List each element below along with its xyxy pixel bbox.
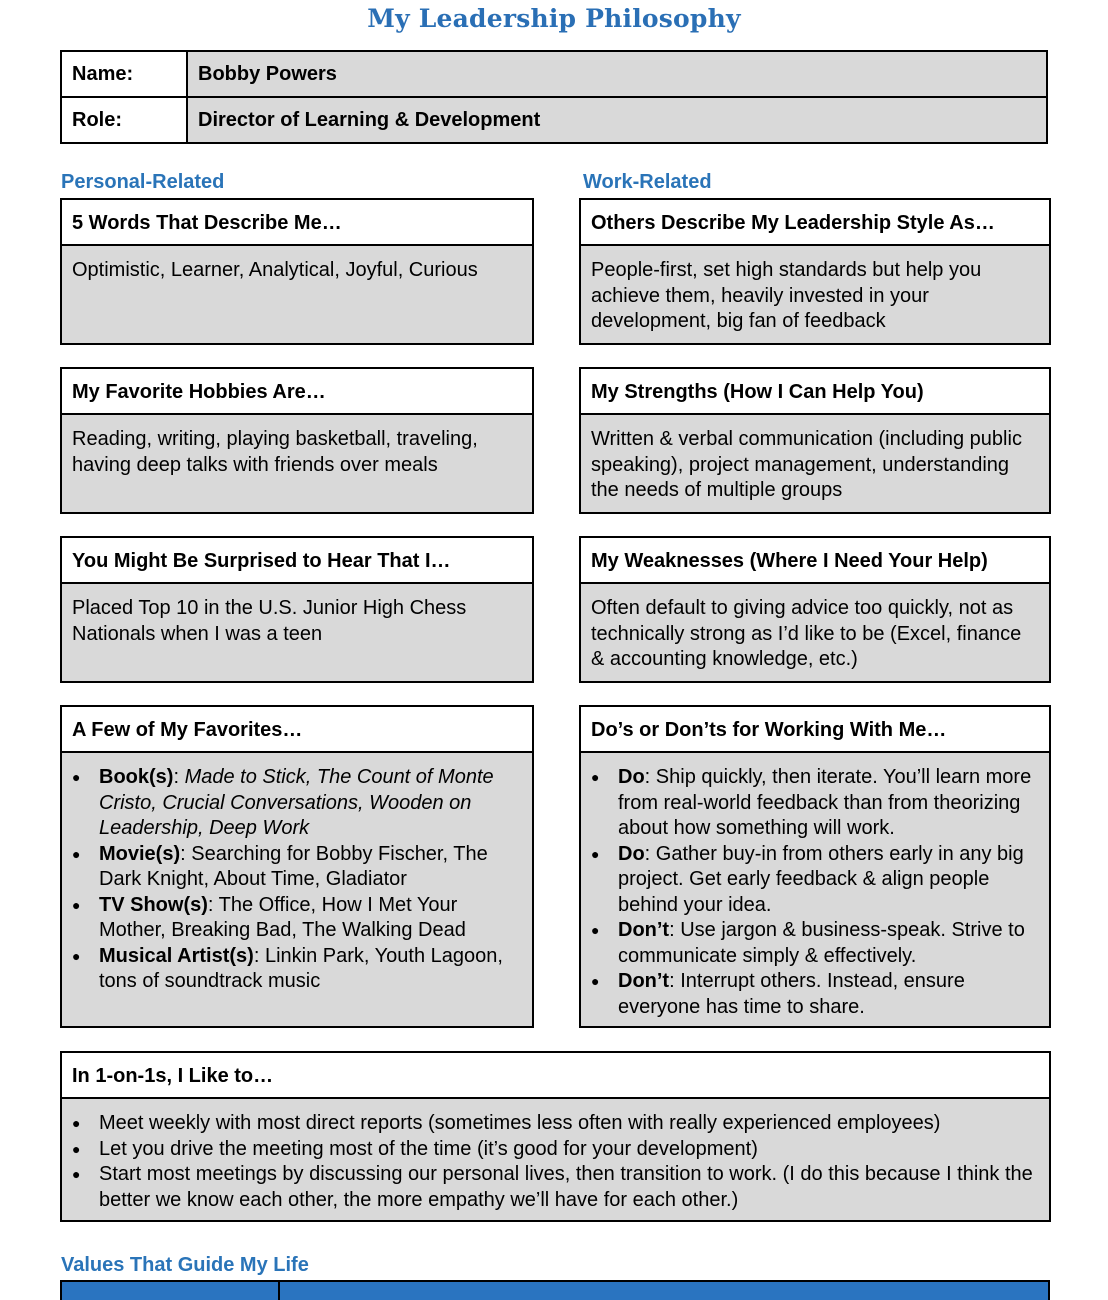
favorites-list <box>72 765 522 995</box>
leadership-style-box <box>579 198 1051 345</box>
list-item: ● Start most meetings by discussing our personal lives, then transition to work. (I do this because I think the better we know each other, the more empathy we’ll have for each other.) <box>72 1162 1039 1213</box>
one-on-ones-list <box>72 1111 1039 1213</box>
role-row <box>61 97 1047 143</box>
list-item: ● Do: Ship quickly, then iterate. You’ll learn more from real-world feedback than from theorizing about how something will work. <box>591 765 1039 842</box>
name-label: Name: <box>61 51 187 97</box>
list-item: ● Meet weekly with most direct reports (sometimes less often with really experienced employees) <box>72 1111 1039 1137</box>
strengths-text: Written & verbal communication (including public speaking), project management, understanding the needs of multiple groups <box>591 428 1022 501</box>
hobbies-box <box>60 367 534 514</box>
weaknesses-heading: My Weaknesses (Where I Need Your Help) <box>581 538 1049 584</box>
hobbies-text: Reading, writing, playing basketball, traveling, having deep talks with friends over meals <box>72 428 478 476</box>
dos-donts-box <box>579 705 1051 1028</box>
dos-donts-list <box>591 765 1039 1020</box>
leadership-style-text: People-first, set high standards but help you achieve them, heavily invested in your development, big fan of feedback <box>591 259 982 332</box>
work-section-label: Work-Related <box>583 171 712 193</box>
one-on-ones-box <box>60 1051 1051 1222</box>
identity-table <box>60 50 1048 144</box>
surprise-text: Placed Top 10 in the U.S. Junior High Chess Nationals when I was a teen <box>72 597 467 645</box>
personal-section-label: Personal-Related <box>61 171 225 193</box>
values-table-header <box>60 1280 1050 1300</box>
favorites-heading: A Few of My Favorites… <box>62 707 532 753</box>
list-item: ● Musical Artist(s): Linkin Park, Youth Lagoon, tons of soundtrack music <box>72 944 522 995</box>
strengths-box <box>579 367 1051 514</box>
name-row <box>61 51 1047 97</box>
list-item: ● Don’t: Use jargon & business-speak. Strive to communicate simply & effectively. <box>591 918 1039 969</box>
favorites-box <box>60 705 534 1028</box>
list-item: ● Book(s): Made to Stick, The Count of Monte Cristo, Crucial Conversations, Wooden on Leadership, Deep Work <box>72 765 522 842</box>
list-item: ● Let you drive the meeting most of the time (it’s good for your development) <box>72 1137 1039 1163</box>
surprise-heading: You Might Be Surprised to Hear That I… <box>62 538 532 584</box>
list-item: ● Do: Gather buy-in from others early in any big project. Get early feedback & align people behind your idea. <box>591 842 1039 919</box>
values-section-label: Values That Guide My Life <box>61 1254 309 1276</box>
five-words-heading: 5 Words That Describe Me… <box>62 200 532 246</box>
dos-donts-heading: Do’s or Don’ts for Working With Me… <box>581 707 1049 753</box>
five-words-text: Optimistic, Learner, Analytical, Joyful, Curious <box>72 259 478 281</box>
name-value: Bobby Powers <box>187 51 1047 97</box>
weaknesses-box <box>579 536 1051 683</box>
role-value: Director of Learning & Development <box>187 97 1047 143</box>
role-label: Role: <box>61 97 187 143</box>
strengths-heading: My Strengths (How I Can Help You) <box>581 369 1049 415</box>
five-words-box <box>60 198 534 345</box>
hobbies-heading: My Favorite Hobbies Are… <box>62 369 532 415</box>
one-on-ones-heading: In 1-on-1s, I Like to… <box>62 1053 1049 1099</box>
list-item: ● Don’t: Interrupt others. Instead, ensure everyone has time to share. <box>591 969 1039 1020</box>
leadership-style-heading: Others Describe My Leadership Style As… <box>581 200 1049 246</box>
surprise-box <box>60 536 534 683</box>
list-item: ● Movie(s): Searching for Bobby Fischer, The Dark Knight, About Time, Gladiator <box>72 842 522 893</box>
page-title: My Leadership Philosophy <box>367 4 741 33</box>
values-column-divider <box>278 1282 280 1300</box>
list-item: ● TV Show(s): The Office, How I Met Your Mother, Breaking Bad, The Walking Dead <box>72 893 522 944</box>
weaknesses-text: Often default to giving advice too quickly, not as technically strong as I’d like to be (Excel, finance & accounting knowledge, etc.) <box>591 597 1022 670</box>
